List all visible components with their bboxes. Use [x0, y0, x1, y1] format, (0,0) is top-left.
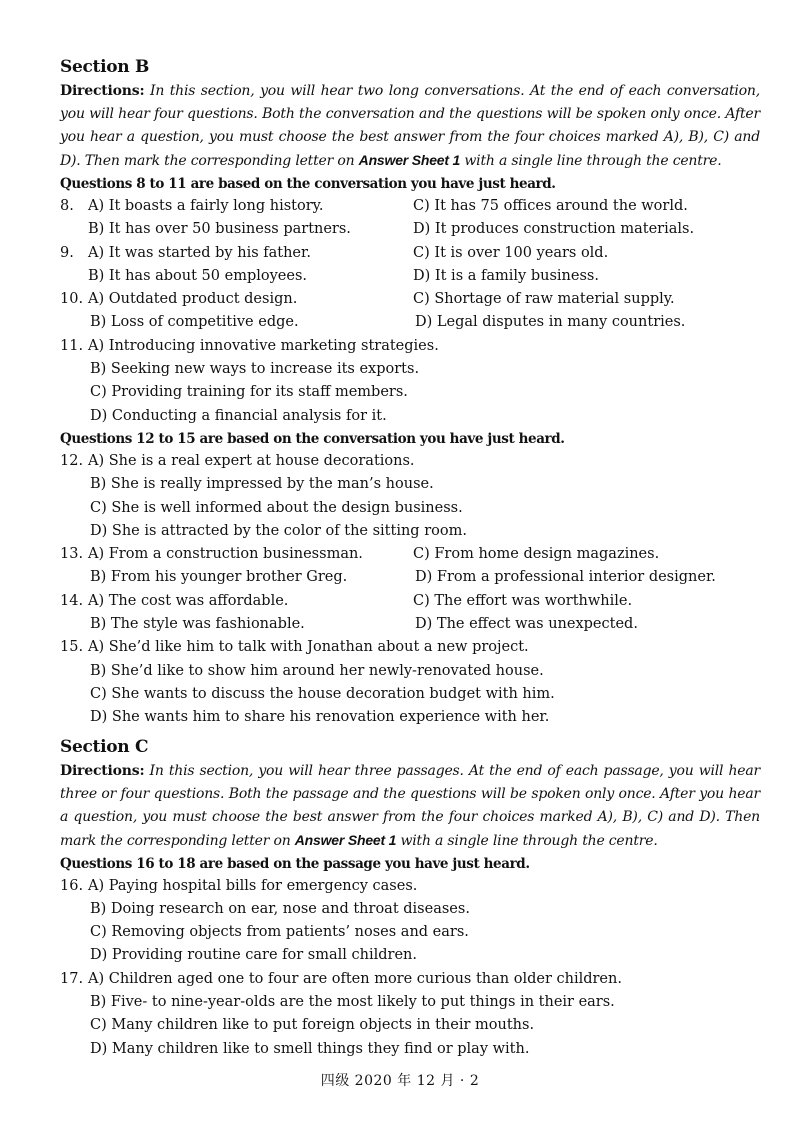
question-group-heading: Questions 16 to 18 are based on the passage you have just heard. [60, 855, 530, 872]
option-d: D) She is attracted by the color of the sitting room. [90, 522, 467, 539]
question-number: 11. [60, 337, 84, 354]
option-b: B) Seeking new ways to increase its exports. [90, 361, 420, 378]
option-a: A) Children aged one to four are often more curious than older children. [88, 970, 622, 987]
option-a: A) Introducing innovative marketing strategies. [88, 337, 439, 354]
question-number: 14. [60, 592, 84, 609]
option-c: C) Providing training for its staff members. [90, 384, 408, 401]
option-d: D) From a professional interior designer. [415, 569, 716, 586]
question-10 [60, 288, 760, 335]
directions-lead: Directions: [60, 762, 145, 779]
option-d: D) Many children like to smell things they find or play with. [90, 1040, 530, 1057]
question-number: 12. [60, 452, 84, 469]
directions-text-1: In this section, you will hear two long conversations. At the end of each conversation, you will hear four questions. Both the conversation and the questions will be spoken only once. After you hear a question, you must choose the best answer from the four choices marked A), B), C) and D). Then mark the corresponding letter on [60, 83, 760, 169]
question-13 [60, 543, 760, 590]
option-a: A) From a construction businessman. [88, 546, 363, 563]
option-b: B) Doing research on ear, nose and throat diseases. [90, 900, 470, 917]
option-d: D) Legal disputes in many countries. [415, 314, 686, 331]
question-11 [60, 335, 760, 428]
option-b: B) Five- to nine-year-olds are the most likely to put things in their ears. [90, 994, 615, 1011]
option-c: C) Shortage of raw material supply. [413, 291, 675, 308]
section-b-directions [60, 80, 760, 173]
question-number: 13. [60, 546, 84, 563]
option-b: B) She’d like to show him around her newly-renovated house. [90, 662, 544, 679]
option-b: B) The style was fashionable. [90, 616, 305, 633]
answer-sheet-ref: Answer Sheet 1 [358, 152, 461, 168]
option-d: D) Conducting a financial analysis for it. [90, 407, 387, 424]
option-a: A) It boasts a fairly long history. [88, 198, 324, 214]
question-8 [60, 195, 760, 242]
question-number: 17. [60, 970, 84, 987]
option-d: D) She wants him to share his renovation experience with her. [90, 709, 550, 726]
question-16 [60, 875, 760, 968]
page [60, 56, 760, 1061]
section-c [60, 736, 760, 1061]
section-c-title: Section C [60, 736, 149, 757]
directions-lead: Directions: [60, 83, 145, 99]
question-group-heading: Questions 12 to 15 are based on the conversation you have just heard. [60, 430, 565, 447]
directions-text-2: with a single line through the centre. [396, 832, 658, 849]
section-c-directions [60, 760, 760, 853]
option-a: A) She is a real expert at house decorations. [88, 452, 415, 469]
question-9 [60, 242, 760, 289]
option-b: B) It has over 50 business partners. [88, 221, 351, 238]
question-17 [60, 968, 760, 1061]
question-number: 9. [60, 244, 74, 261]
option-a: A) Paying hospital bills for emergency cases. [88, 877, 418, 894]
option-b: B) Loss of competitive edge. [90, 314, 299, 331]
option-c: C) It has 75 offices around the world. [413, 198, 688, 214]
directions-text-1: In this section, you will hear three passages. At the end of each passage, you will hear three or four questions. Both the passage and the questions will be spoken only once. After you hear a question, you must choose the best answer from the four choices marked A), B), C) and D). Then mark the corresponding letter on [60, 762, 760, 849]
question-number: 15. [60, 639, 84, 656]
option-a: A) Outdated product design. [88, 291, 298, 308]
option-c: C) Many children like to put foreign objects in their mouths. [90, 1017, 535, 1034]
question-14 [60, 590, 760, 637]
question-12 [60, 450, 760, 543]
option-b: B) From his younger brother Greg. [90, 569, 348, 586]
option-d: D) The effect was unexpected. [415, 616, 638, 633]
section-b-title: Section B [60, 57, 150, 77]
option-c: C) Removing objects from patients’ noses and ears. [90, 924, 469, 941]
directions-text-2: with a single line through the centre. [460, 153, 722, 169]
section-b [60, 56, 760, 730]
question-number: 16. [60, 877, 84, 894]
option-b: B) She is really impressed by the man’s house. [90, 476, 434, 493]
question-number: 10. [60, 291, 84, 308]
question-number: 8. [60, 198, 74, 214]
question-group-heading: Questions 8 to 11 are based on the conversation you have just heard. [60, 176, 556, 192]
option-c: C) The effort was worthwhile. [413, 592, 633, 609]
question-15 [60, 636, 760, 729]
option-a: A) She’d like him to talk with Jonathan about a new project. [88, 639, 529, 656]
option-c: C) She is well informed about the design business. [90, 499, 463, 516]
option-d: D) It is a family business. [413, 267, 599, 284]
page-footer: 四级 2020 年 12 月 · 2 [320, 1073, 480, 1089]
option-d: D) Providing routine care for small children. [90, 947, 418, 964]
option-c: C) From home design magazines. [413, 546, 660, 563]
answer-sheet-ref: Answer Sheet 1 [294, 831, 397, 848]
option-c: C) She wants to discuss the house decoration budget with him. [90, 685, 555, 702]
option-d: D) It produces construction materials. [413, 221, 695, 238]
option-c: C) It is over 100 years old. [413, 244, 609, 261]
option-a: A) It was started by his father. [88, 244, 311, 261]
option-a: A) The cost was affordable. [88, 592, 289, 609]
option-b: B) It has about 50 employees. [88, 267, 307, 284]
